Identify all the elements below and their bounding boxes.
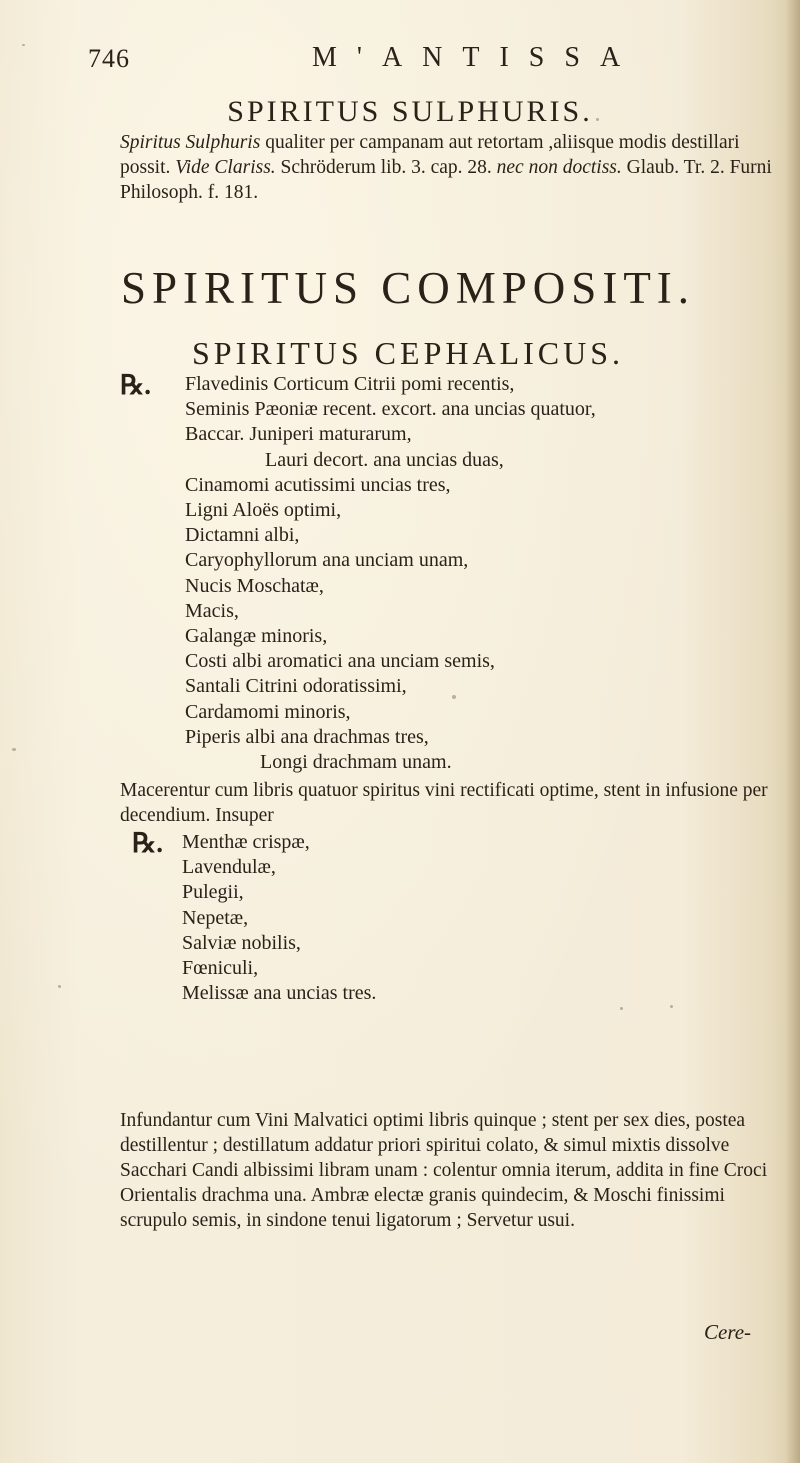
paragraph-spiritus-sulphuris xyxy=(120,130,790,205)
ingredient-item: Lauri decort. ana uncias duas, xyxy=(265,448,504,471)
paper-speck xyxy=(452,695,456,699)
section-title-spiritus-cephalicus: SPIRITUS CEPHALICUS. xyxy=(191,335,625,371)
ingredient-item: Menthæ crispæ, xyxy=(182,831,310,853)
ingredient-item: Cardamomi minoris, xyxy=(185,700,351,723)
ingredient-item: Ligni Aloës optimi, xyxy=(185,499,342,522)
ingredient-item: Melissæ ana uncias tres. xyxy=(182,982,377,1005)
ingredient-item: Longi drachmam unam. xyxy=(260,751,452,774)
text-segment: Schröderum lib. 3. cap. 28. xyxy=(275,157,497,178)
paper-speck xyxy=(58,985,61,988)
recipe-sign: ℞. xyxy=(120,370,151,400)
ingredient-item: Baccar. Juniperi maturarum, xyxy=(185,423,412,446)
ingredient-item: Santali Citrini odoratissimi, xyxy=(185,675,407,698)
ingredient-item: Piperis albi ana drachmas tres, xyxy=(185,725,429,748)
ingredient-item: Costi albi aromatici ana unciam semis, xyxy=(185,650,495,673)
ingredient-list-1 xyxy=(185,372,596,775)
ingredient-item: Macis, xyxy=(185,599,239,622)
paper-speck xyxy=(670,1005,673,1008)
ingredient-item: Flavedinis Corticum Citrii pomi recentis, xyxy=(185,373,515,395)
catchword: Cere- xyxy=(704,1320,752,1344)
page-number: 746 xyxy=(88,44,130,73)
section-title-spiritus-compositi: SPIRITUS COMPOSITI. xyxy=(120,263,696,313)
ingredient-item: Dictamni albi, xyxy=(185,524,300,547)
paragraph-maceration: Macerentur cum libris quatuor spiritus vini rectificati optime, stent in infusione per decendium. Insuper xyxy=(120,780,768,826)
ingredient-list-2 xyxy=(182,830,376,1006)
ingredient-item: Cinamomi acutissimi uncias tres, xyxy=(185,473,451,496)
lead-phrase: Spiritus Sulphuris xyxy=(120,132,261,153)
ingredient-item: Seminis Pæoniæ recent. excort. ana uncias quatuor, xyxy=(185,398,596,421)
recipe-sign: ℞. xyxy=(132,828,163,858)
running-head: M'ANTISSA xyxy=(312,42,641,73)
ingredient-item: Nepetæ, xyxy=(182,906,249,929)
ingredient-item: Fœniculi, xyxy=(182,957,259,980)
paper-speck xyxy=(596,118,599,121)
paper-speck xyxy=(22,44,25,46)
ingredient-item: Nucis Moschatæ, xyxy=(185,574,324,597)
page-header xyxy=(0,38,800,88)
page-edge-shadow xyxy=(786,0,800,1463)
ingredient-item: Lavendulæ, xyxy=(182,856,276,879)
ingredient-item: Galangæ minoris, xyxy=(185,625,328,648)
text-segment: qualiter per campanam aut retortam ,aliisque modis destillari possit. xyxy=(120,132,740,178)
ingredient-item: Caryophyllorum ana unciam unam, xyxy=(185,549,469,572)
paper-speck xyxy=(620,1007,623,1010)
paper-speck xyxy=(12,748,16,751)
section-title-spiritus-sulphuris: SPIRITUS SULPHURIS. xyxy=(227,95,593,128)
ingredient-item: Salviæ nobilis, xyxy=(182,931,301,954)
reference-phrase: Vide Clariss. xyxy=(175,157,276,178)
reference-phrase: nec non doctiss. xyxy=(496,157,622,178)
paragraph-infusion: Infundantur cum Vini Malvatici optimi libris quinque ; stent per sex dies, postea destillentur ; destillatum addatur priori spiritui colato, & simul mixtis dissolve Sacchari Candi albissimi libram unam : colentur omnia iterum, addita in fine Croci Orientalis drachma una. Ambræ electæ granis quindecim, & Moschi finissimi scrupulo semis, in sindone tenui ligatorum ; Servetur usui. xyxy=(120,1110,768,1231)
text-segment: Glaub. Tr. 2. Furni Philosoph. f. 181. xyxy=(120,157,772,203)
ingredient-item: Pulegii, xyxy=(182,881,244,904)
